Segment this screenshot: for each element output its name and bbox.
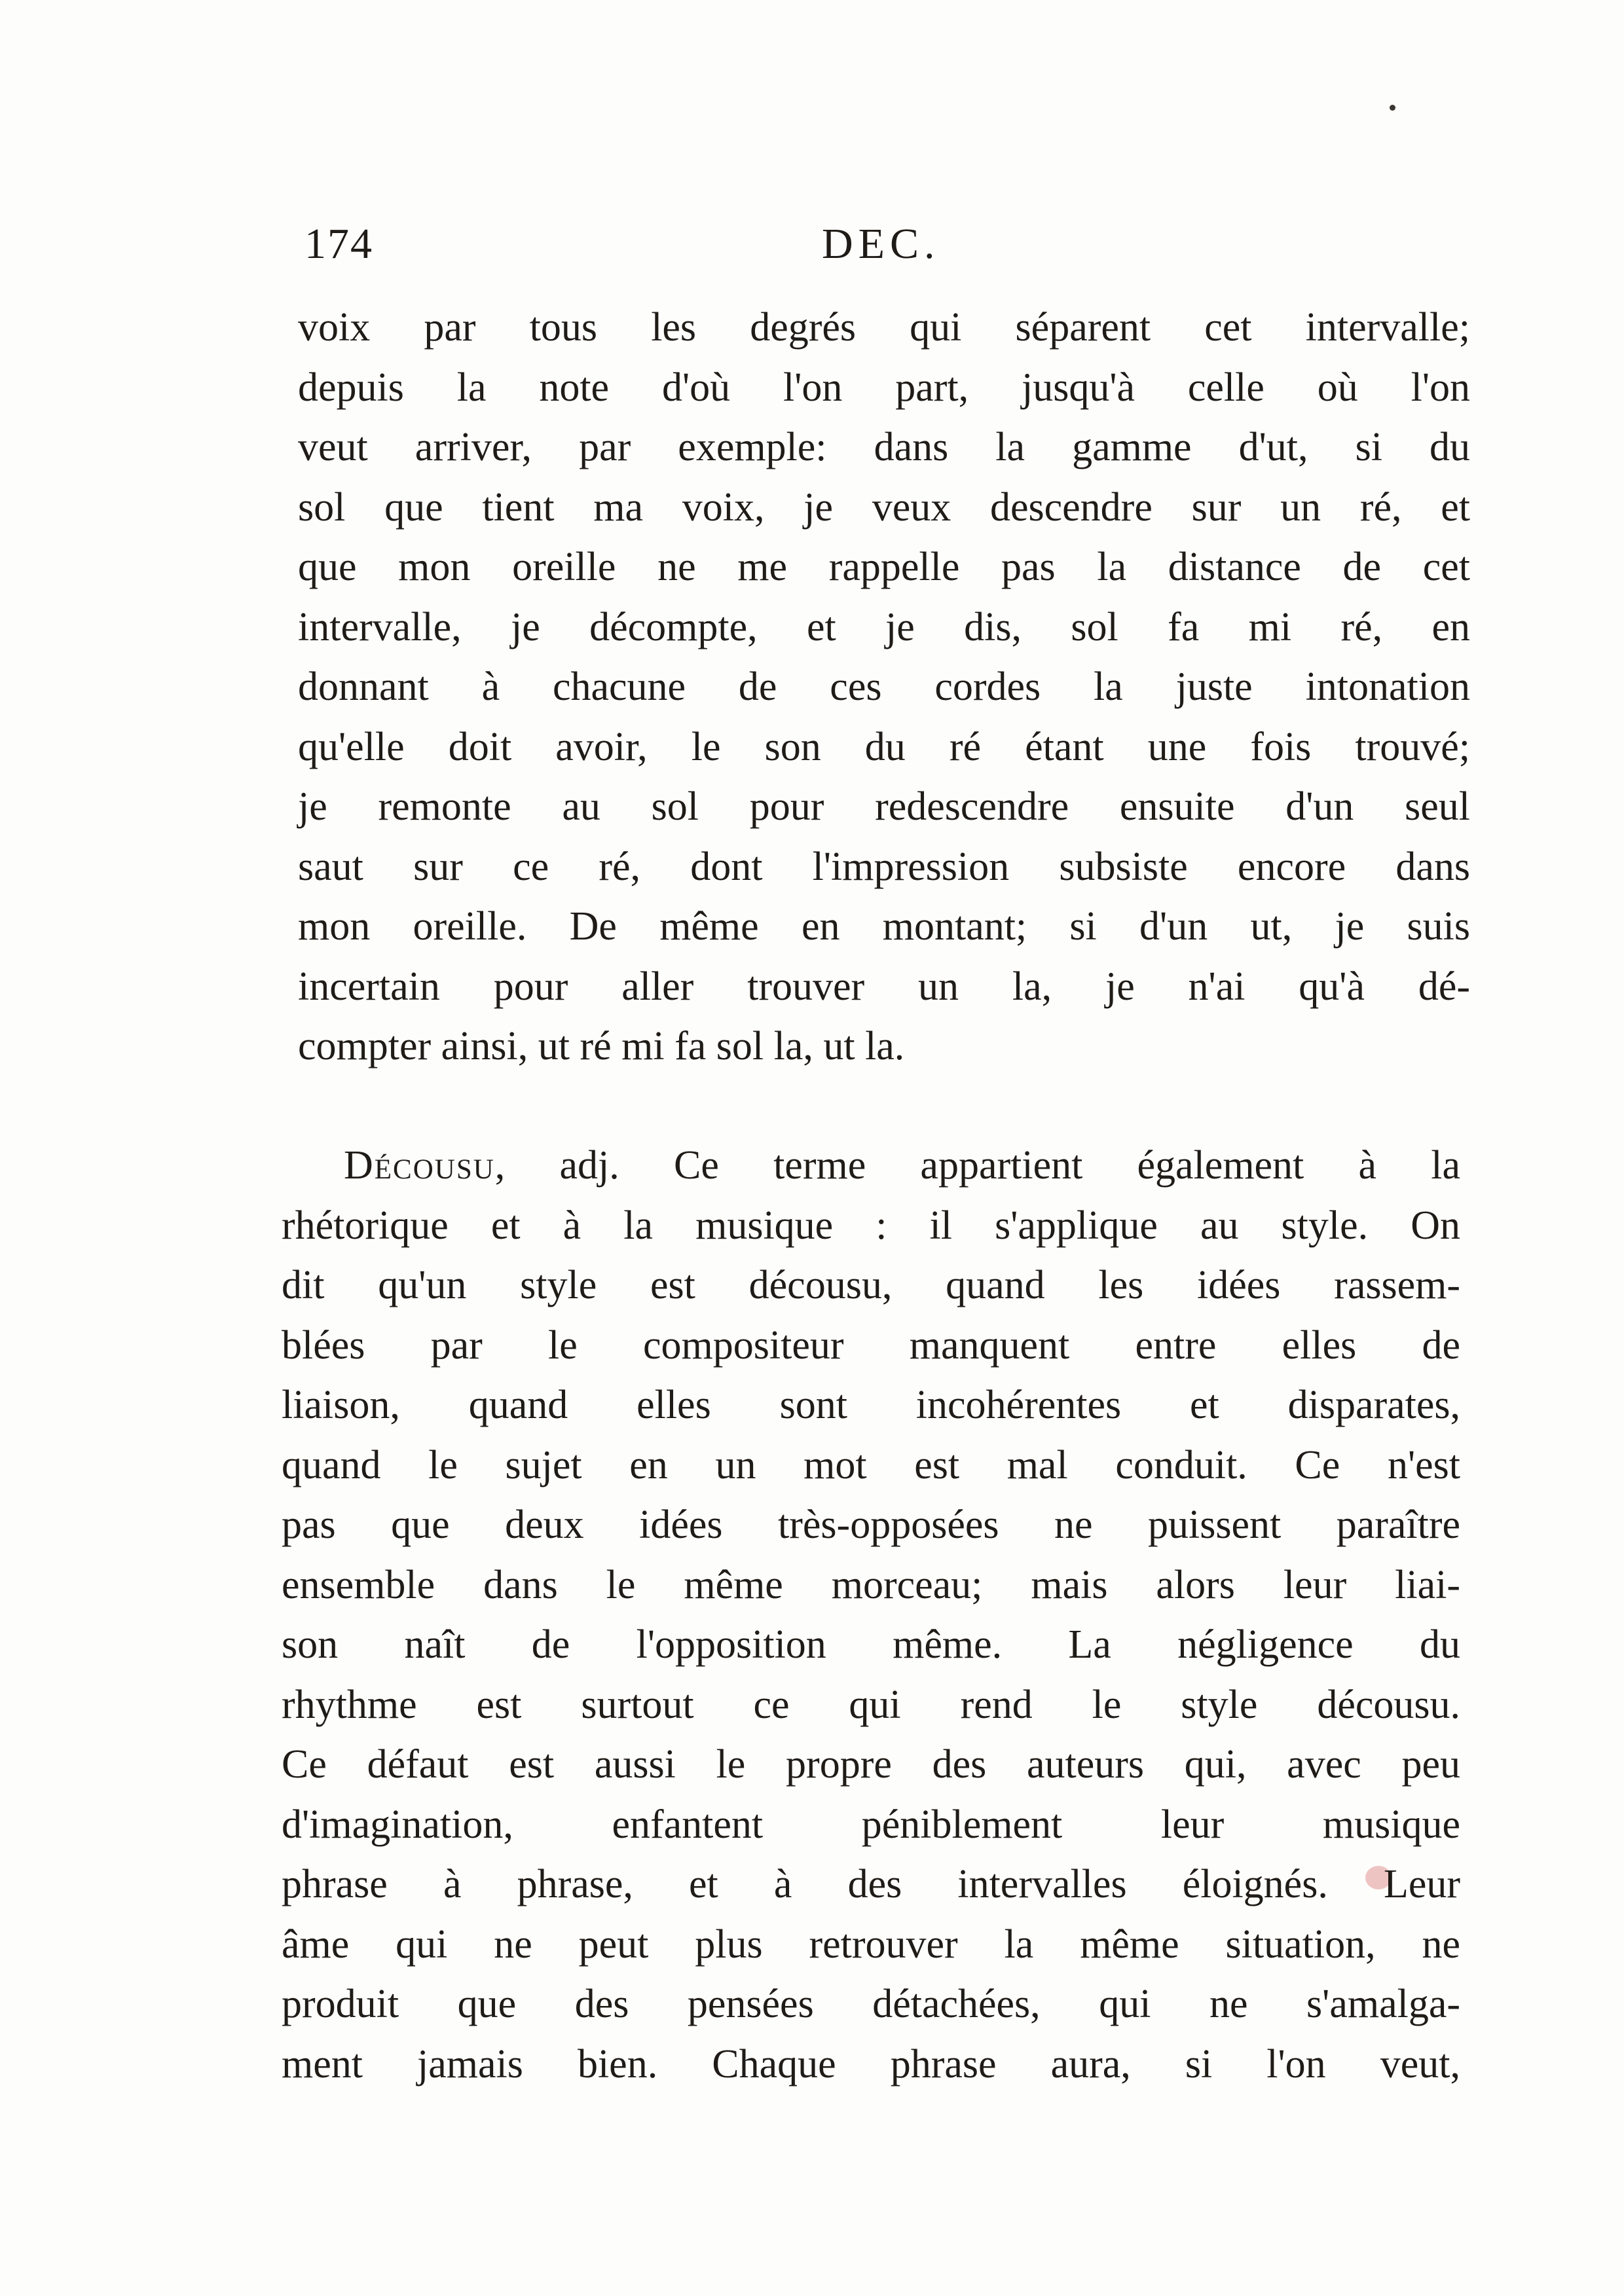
text-line: incertain pour aller trouver un la, je n'ai qu'à dé- <box>298 964 1470 1009</box>
text-line: depuis la note d'où l'on part, jusqu'à celle où l'on <box>298 365 1470 410</box>
text-line: son naît de l'opposition même. La négligence du <box>282 1622 1460 1667</box>
passage-continuation <box>298 298 1470 1077</box>
text-line: donnant à chacune de ces cordes la juste intonation <box>298 665 1470 709</box>
text-line: ensemble dans le même morceau; mais alors leur liai- <box>282 1562 1460 1607</box>
text-line: dit qu'un style est décousu, quand les idées rassem- <box>282 1263 1460 1307</box>
text-line: intervalle, je décompte, et je dis, sol fa mi ré, en <box>298 604 1470 649</box>
text-line: rhythme est surtout ce qui rend le style décousu. <box>282 1682 1460 1727</box>
text-line: d'imagination, enfantent péniblement leur musique <box>282 1802 1460 1847</box>
text-line: Ce défaut est aussi le propre des auteurs qui, avec peu <box>282 1742 1460 1787</box>
text-line: saut sur ce ré, dont l'impression subsiste encore dans <box>298 844 1470 889</box>
text-line: produit que des pensées détachées, qui ne s'amalga- <box>282 1982 1460 2026</box>
text-line: pas que deux idées très-opposées ne puissent paraître <box>282 1503 1460 1547</box>
text-line: sol que tient ma voix, je veux descendre sur un ré, et <box>298 484 1470 530</box>
text-line: je remonte au sol pour redescendre ensuite d'un seul <box>298 784 1470 829</box>
ink-speck <box>1390 105 1395 111</box>
text-line: veut arriver, par exemple: dans la gamme d'ut, si du <box>298 425 1470 469</box>
entry-headword: Décousu <box>344 1143 495 1188</box>
page-number: 174 <box>304 220 373 268</box>
dictionary-entry-decousu <box>282 1136 1460 2094</box>
text-line: âme qui ne peut plus retrouver la même situation, ne <box>282 1922 1460 1967</box>
text-line: phrase à phrase, et à des intervalles éloignés. Leur <box>282 1862 1460 1906</box>
text-line: mon oreille. De même en montant; si d'un ut, je suis <box>298 904 1470 949</box>
text-line: voix par tous les degrés qui séparent cet intervalle; <box>298 305 1470 350</box>
running-title: DEC. <box>822 220 940 268</box>
entry-first-line <box>282 1136 1460 1196</box>
entry-first-line-text: , adj. Ce terme appartient également à la <box>494 1143 1460 1188</box>
running-head <box>304 219 1457 278</box>
text-line: quand le sujet en un mot est mal conduit. Ce n'est <box>282 1442 1460 1487</box>
text-line: qu'elle doit avoir, le son du ré étant une fois trouvé; <box>298 724 1470 769</box>
text-line: rhétorique et à la musique : il s'applique au style. On <box>282 1203 1460 1248</box>
text-line: ment jamais bien. Chaque phrase aura, si l'on veut, <box>282 2041 1460 2086</box>
text-line: que mon oreille ne me rappelle pas la distance de cet <box>298 545 1470 589</box>
text-line: liaison, quand elles sont incohérentes et disparates, <box>282 1383 1460 1427</box>
text-line: compter ainsi, ut ré mi fa sol la, ut la. <box>298 1024 905 1068</box>
text-line: blées par le compositeur manquent entre elles de <box>282 1322 1460 1368</box>
